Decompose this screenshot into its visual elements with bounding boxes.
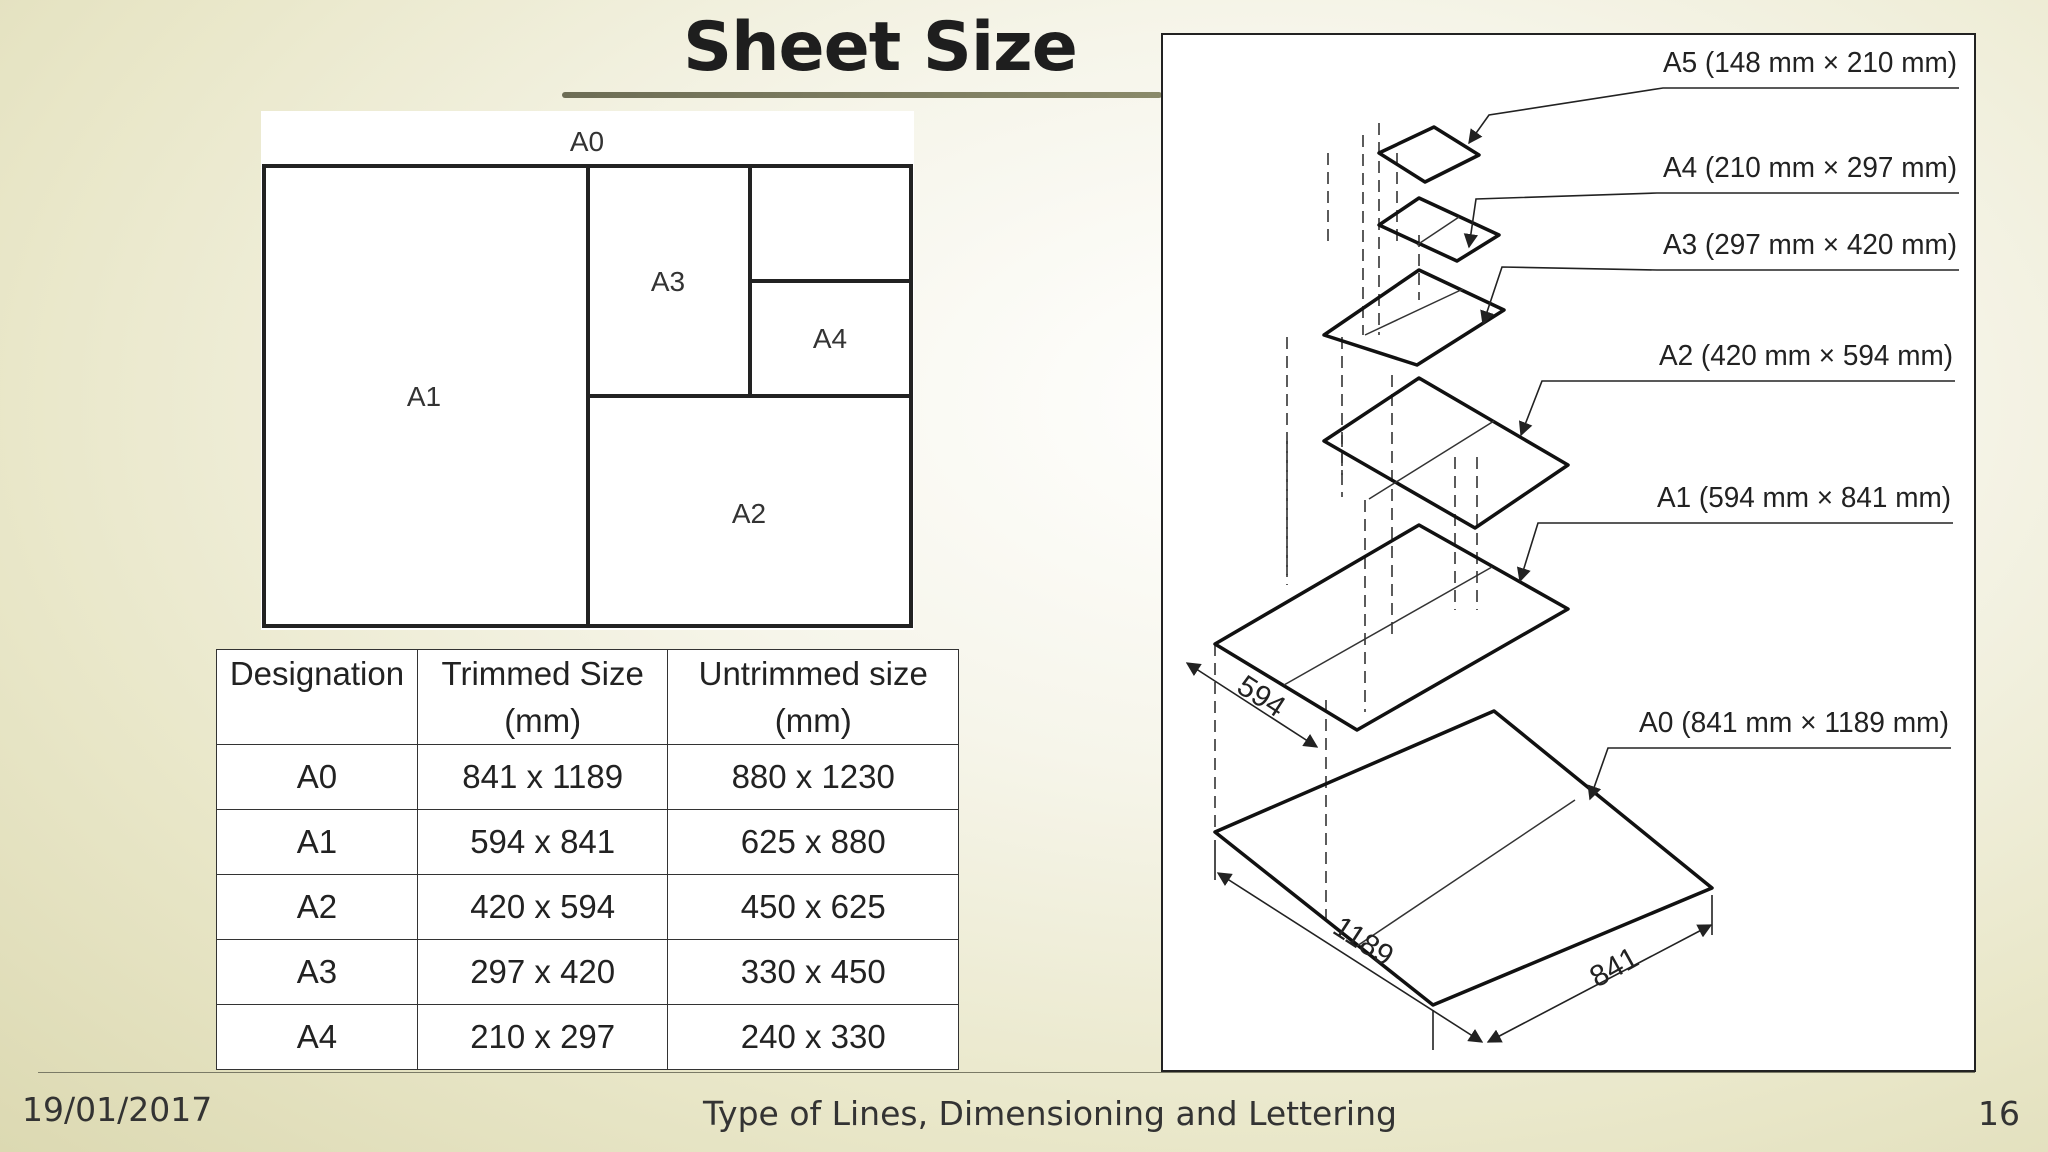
table-row [217, 745, 959, 810]
slide-title: Sheet Size [683, 8, 1077, 87]
cell-untrimmed: 450 x 625 [668, 875, 959, 940]
cell-designation: A2 [217, 875, 418, 940]
cell-trimmed: 420 x 594 [417, 875, 668, 940]
cell-trimmed: 210 x 297 [417, 1005, 668, 1070]
callout-a5: A5 (148 mm × 210 mm) [1663, 47, 1957, 79]
cell-untrimmed: 240 x 330 [668, 1005, 959, 1070]
table-row [217, 1005, 959, 1070]
leader-a3 [1483, 267, 1959, 324]
leader-a0 [1590, 748, 1951, 799]
label-a1: A1 [406, 381, 442, 412]
cell-trimmed: 841 x 1189 [417, 745, 668, 810]
cell-trimmed: 594 x 841 [417, 810, 668, 875]
sheet-a3 [1324, 270, 1504, 365]
sheet-size-table [216, 649, 959, 1070]
sheet-a2 [1324, 378, 1568, 528]
footer-rule [38, 1072, 1975, 1073]
page-number: 16 [1978, 1094, 2020, 1133]
projection-lines [1215, 123, 1477, 923]
title-underline [562, 92, 1162, 98]
table-header-row [217, 650, 959, 745]
leader-a2 [1521, 381, 1955, 435]
table-row [217, 810, 959, 875]
dim-label-594: 594 [1231, 669, 1292, 725]
header-untrimmed-size: Untrimmed size (mm) [668, 650, 959, 745]
isometric-sheet-illustration [1161, 33, 1976, 1072]
label-a4: A4 [812, 323, 848, 354]
label-a3: A3 [650, 266, 686, 297]
dim-label-1189: 1189 [1327, 910, 1400, 974]
callout-a4: A4 (210 mm × 297 mm) [1663, 152, 1957, 184]
header-designation: Designation [217, 650, 418, 745]
fold-lines [1284, 217, 1575, 946]
leader-a1 [1520, 523, 1953, 581]
table-row [217, 875, 959, 940]
cell-designation: A0 [217, 745, 418, 810]
callout-a0: A0 (841 mm × 1189 mm) [1639, 707, 1949, 739]
leader-a5 [1469, 88, 1959, 143]
cell-designation: A1 [217, 810, 418, 875]
header-trimmed-size: Trimmed Size (mm) [417, 650, 668, 745]
cell-designation: A4 [217, 1005, 418, 1070]
footer-date: 19/01/2017 [22, 1090, 213, 1129]
sheet-layout-diagram [261, 111, 914, 630]
footer-title: Type of Lines, Dimensioning and Lettering [703, 1094, 1397, 1133]
dim-line-1189 [1218, 873, 1482, 1042]
dim-label-841: 841 [1584, 940, 1645, 995]
sheet-a5 [1379, 127, 1479, 182]
label-a0: A0 [569, 126, 605, 157]
cell-trimmed: 297 x 420 [417, 940, 668, 1005]
label-a2: A2 [731, 498, 767, 529]
cell-designation: A3 [217, 940, 418, 1005]
callout-a3: A3 (297 mm × 420 mm) [1663, 229, 1957, 261]
callout-a1: A1 (594 mm × 841 mm) [1657, 482, 1951, 514]
table-row [217, 940, 959, 1005]
cell-untrimmed: 880 x 1230 [668, 745, 959, 810]
callout-a2: A2 (420 mm × 594 mm) [1659, 340, 1953, 372]
cell-untrimmed: 330 x 450 [668, 940, 959, 1005]
cell-untrimmed: 625 x 880 [668, 810, 959, 875]
